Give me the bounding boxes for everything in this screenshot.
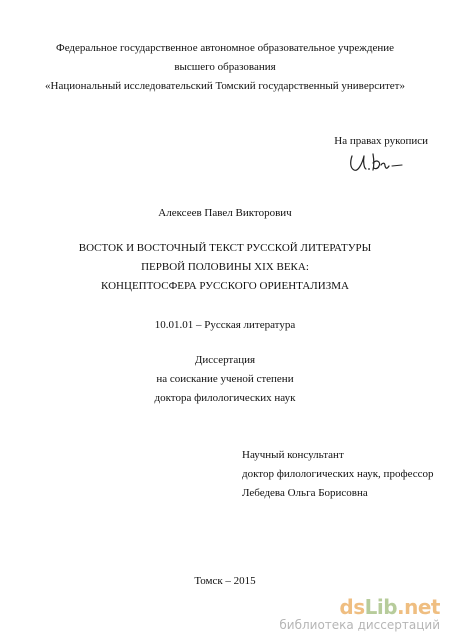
watermark-logo-net: .net — [397, 595, 440, 619]
watermark-logo-ds: ds — [339, 595, 365, 619]
watermark — [279, 596, 440, 632]
manuscript-rights-note: На правах рукописи — [334, 135, 428, 147]
dissertation-title-line-3: КОНЦЕПТОСФЕРА РУССКОГО ОРИЕНТАЛИЗМА — [101, 280, 349, 292]
degree-line-2: на соискание ученой степени — [156, 373, 294, 385]
handwritten-signature — [344, 150, 408, 178]
watermark-logo — [279, 596, 440, 618]
dissertation-title-line-1: ВОСТОК И ВОСТОЧНЫЙ ТЕКСТ РУССКОЙ ЛИТЕРАТУРЫ — [78, 242, 372, 254]
degree-line-1: Диссертация — [194, 354, 256, 366]
institution-line-1: Федеральное государственное автономное образовательное учреждение — [56, 42, 394, 54]
degree-line-3: доктора филологических наук — [154, 392, 296, 404]
consultant-name: Лебедева Ольга Борисовна — [242, 487, 368, 499]
consultant-title: доктор филологических наук, профессор — [242, 468, 434, 480]
watermark-tagline: библиотека диссертаций — [279, 618, 440, 632]
place-and-year: Томск – 2015 — [194, 575, 256, 587]
institution-line-3: «Национальный исследовательский Томский государственный университет» — [45, 80, 405, 92]
dissertation-title-line-2: ПЕРВОЙ ПОЛОВИНЫ XIX ВЕКА: — [141, 261, 309, 273]
institution-line-2: высшего образования — [174, 61, 276, 73]
specialty-code: 10.01.01 – Русская литература — [154, 319, 296, 331]
author-name: Алексеев Павел Викторович — [158, 207, 292, 219]
watermark-logo-lib: Lib — [364, 595, 398, 619]
consultant-label: Научный консультант — [242, 449, 344, 461]
